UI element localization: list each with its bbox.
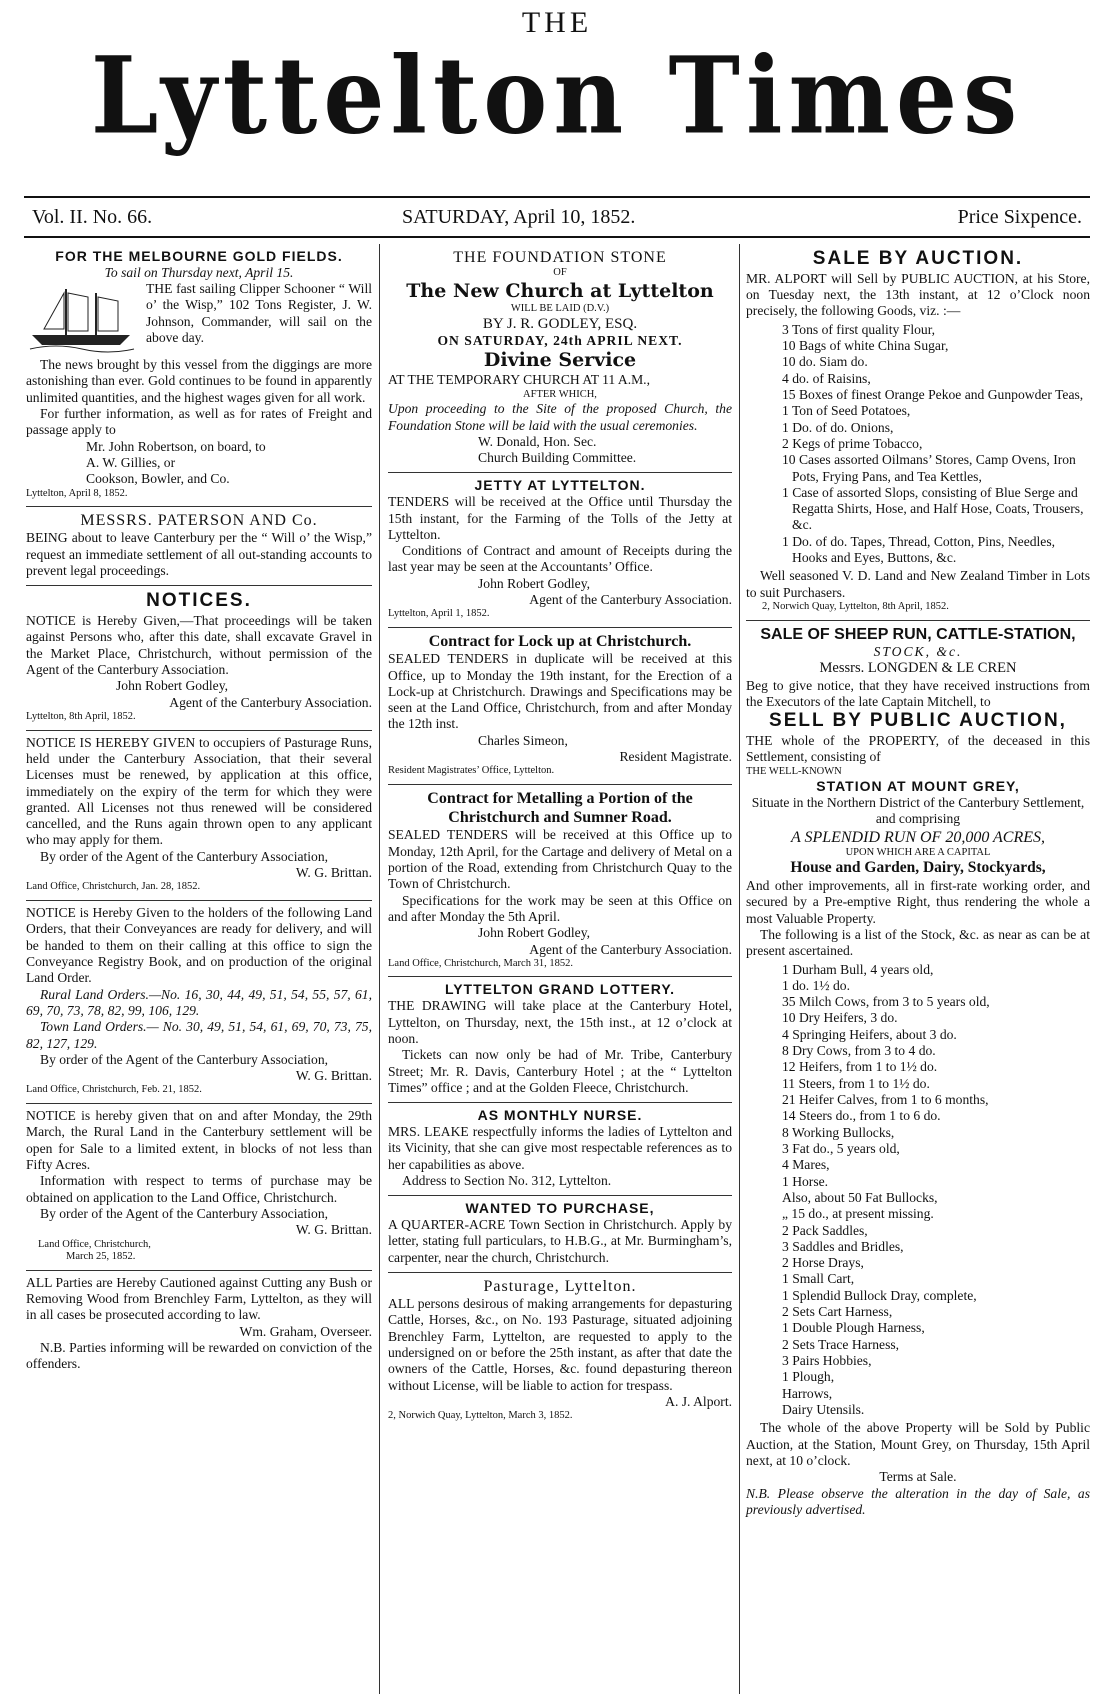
lockup-head: Contract for Lock up at Christchurch. <box>428 633 692 651</box>
notice-3-body: NOTICE is Hereby Given to the holders of the following Land Orders, that their Conveyances are ready for delivery, and will be handed to them on their calling at this office to sign the Conveyance Registry Book, and on production of the original Land Order. <box>26 905 372 986</box>
auction-p2: Well seasoned V. D. Land and New Zealand Timber in Lots to suit Purchasers. <box>746 568 1090 600</box>
stone-of: OF <box>553 267 567 279</box>
nurse-head: AS MONTHLY NURSE. <box>477 1107 643 1124</box>
auction-item: 10 do. Siam do. <box>782 354 868 370</box>
notice-3-p2: By order of the Agent of the Canterbury Association, <box>40 1051 329 1067</box>
run-head: SALE OF SHEEP RUN, CATTLE-STATION, <box>760 625 1076 643</box>
pasturage-head: Pasturage, Lyttelton. <box>483 1277 637 1295</box>
notice-4 <box>26 1104 372 1271</box>
paterson-ad <box>26 507 372 586</box>
lockup-body: SEALED TENDERS in duplicate will be received at this Office, up to Monday the 19th instant, for the Erection of a Lock-up at Christchurch. Drawings and Specifications may be seen at the Land Office, Christchurch, from and after Monday the 12th inst. <box>388 651 732 732</box>
stock-item: 35 Milch Cows, from 3 to 5 years old, <box>782 994 990 1010</box>
metal-body: SEALED TENDERS will be received at this Office up to Monday, 12th April, for the Cartage and delivery of Metal on a portion of the Road, extending from Christchurch Quay to the Town of Christchurch. <box>388 827 732 892</box>
nurse-ad <box>388 1103 732 1196</box>
auction-item: 15 Boxes of finest Orange Pekoe and Gunpowder Teas, <box>782 386 1084 402</box>
notices-block <box>26 586 372 730</box>
run-known: THE WELL-KNOWN <box>746 765 842 777</box>
dateline-rule <box>24 236 1090 238</box>
lockup-ad <box>388 628 732 785</box>
stock-item: 3 Saddles and Bridles, <box>782 1238 904 1254</box>
notice-4-p2: Information with respect to terms of purchase may be obtained on application to the Land Office, Christchurch. <box>26 1173 372 1205</box>
run-p2: THE whole of the PROPERTY, of the deceased in this Settlement, consisting of <box>746 732 1090 765</box>
run-p4: The following is a list of the Stock, &c. as near as can be at present ascertained. <box>746 926 1090 959</box>
stone-laid: WILL BE LAID (D.V.) <box>510 302 610 314</box>
stock-item: 3 Pairs Hobbies, <box>782 1353 872 1369</box>
stone-church: The New Church at Lyttelton <box>406 279 714 302</box>
run-house: House and Garden, Dairy, Stockyards, <box>790 859 1046 877</box>
nurse-body: MRS. LEAKE respectfully informs the ladies of Lyttelton and its Vicinity, that she can give most respectable references as to her capabilities as above. <box>388 1123 732 1172</box>
auction-item: 10 Bags of white China Sugar, <box>782 338 949 354</box>
gold-c2: A. W. Gillies, or <box>86 454 176 470</box>
stock-item: 14 Steers do., from 1 to 6 do. <box>782 1108 941 1124</box>
lottery-head: LYTTELTON GRAND LOTTERY. <box>444 981 676 998</box>
notice-3-town: Town Land Orders.— No. 30, 49, 51, 54, 61, 69, 70, 73, 75, 82, 127, 129. <box>26 1019 372 1051</box>
notice-3-sig: W. G. Brittan. <box>295 1068 372 1084</box>
stock-item: 10 Dry Heifers, 3 do. <box>782 1010 898 1026</box>
foundation-stone-ad <box>388 244 732 473</box>
notice-3-rural: Rural Land Orders.—No. 16, 30, 44, 49, 51, 54, 55, 57, 61, 69, 70, 73, 78, 82, 99, 106, 129. <box>26 986 372 1018</box>
auction-ad <box>746 244 1090 621</box>
run-upon: UPON WHICH ARE A CAPITAL <box>845 846 991 858</box>
run-p3: And other improvements, all in first-rate working order, and secured by a Pre-emptive Right, thus rendering the whole a most Valuable Property. <box>746 877 1090 926</box>
stock-item: 12 Heifers, from 1 to 1½ do. <box>782 1059 938 1075</box>
metal-ad <box>388 785 732 977</box>
stock-item: „ 15 do., at present missing. <box>782 1206 934 1222</box>
lockup-date: Resident Magistrates’ Office, Lyttelton. <box>388 765 555 777</box>
column-divider-1 <box>379 244 380 1694</box>
notice-1-sig2: Agent of the Canterbury Association. <box>169 694 372 710</box>
metal-date: Land Office, Christchurch, March 31, 1852. <box>388 957 573 969</box>
notice-2-p2: By order of the Agent of the Canterbury Association, <box>40 848 329 864</box>
stock-item: Harrows, <box>782 1385 833 1401</box>
stock-items <box>746 962 1090 1419</box>
notice-5-p2: N.B. Parties informing will be rewarded on conviction of the offenders. <box>26 1339 372 1372</box>
column-divider-2 <box>739 244 740 1694</box>
lottery-body: THE DRAWING will take place at the Canterbury Hotel, Lyttelton, on Thursday, next, the 15th inst., at 12 o’clock at noon. <box>388 998 732 1046</box>
auction-items <box>746 322 1090 567</box>
auction-head: SALE BY AUCTION. <box>812 248 1024 269</box>
auction-item: 1 Case of assorted Slops, consisting of Blue Serge and Regatta Shirts, Hose, and Half Hose, Coats, Trousers, &c. <box>782 484 1084 533</box>
notice-5-body: ALL Parties are Hereby Cautioned against Cutting any Bush or Removing Wood from Brenchley Farm, Lyttelton, as they will in all cases be prosecuted according to law. <box>26 1274 372 1323</box>
gold-p2: The news brought by this vessel from the diggings are more astonishing than ever. Gold continues to be found in apparently unlimited quantities, and the highest wages given for all work. <box>26 357 372 405</box>
jetty-body: TENDERS will be received at the Office until Thursday the 15th instant, for the Farming of the Tolls of the Jetty at Lyttelton. <box>388 494 732 542</box>
notice-1-body: NOTICE is Hereby Given,—That proceedings will be taken against Persons who, after this date, shall excavate Gravel in the Market Place, Christchurch, without permission of the Agent of the Canterbury Association. <box>26 613 372 678</box>
run-run: A SPLENDID RUN OF 20,000 ACRES, <box>790 828 1046 846</box>
stone-after: AFTER WHICH, <box>523 388 597 400</box>
volume-number: Vol. II. No. 66. <box>32 206 153 228</box>
stock-item: 2 Sets Cart Harness, <box>782 1304 893 1320</box>
wanted-ad <box>388 1196 732 1273</box>
stock-item: 11 Steers, from 1 to 1½ do. <box>782 1075 930 1091</box>
stock-item: 4 Springing Heifers, about 3 do. <box>782 1026 957 1042</box>
run-situate: Situate in the Northern District of the Canterbury Settlement, and comprising <box>751 794 1085 827</box>
stock-item: 1 do. 1½ do. <box>782 977 850 993</box>
jetty-p2: Conditions of Contract and amount of Receipts during the last year may be seen at the Accountants’ Office. <box>388 543 732 575</box>
sheep-run-ad <box>746 621 1090 1525</box>
stock-item: 21 Heifer Calves, from 1 to 6 months, <box>782 1092 989 1108</box>
gold-fields-ad <box>26 244 372 507</box>
metal-p2: Specifications for the work may be seen at this Office on and after Monday the 5th April. <box>388 892 732 924</box>
pasturage-body: ALL persons desirous of making arrangements for depasturing Cattle, Horses, &c., on No. 193 Pasturage, situated adjoining Brenchley Farm, Lyttelton, are requested to apply to the undersigned on or before the 25th instant, as after that date the owners of the Cattle, Horses, &c. found depasturing thereon without License, will be liable to action for trespass. <box>388 1296 732 1393</box>
run-nb: N.B. Please observe the alteration in the day of Sale, as previously advertised. <box>746 1485 1090 1517</box>
stock-item: Also, about 50 Fat Bullocks, <box>782 1189 938 1205</box>
metal-sig1: John Robert Godley, <box>478 925 591 941</box>
paterson-body: BEING about to leave Canterbury per the “ Will o’ the Wisp,” request an immediate settlement of all out-standing accounts to prevent legal proceedings. <box>26 530 372 579</box>
top-rule <box>24 196 1090 198</box>
jetty-date: Lyttelton, April 1, 1852. <box>388 608 490 620</box>
notice-2 <box>26 731 372 901</box>
auction-item: 4 do. of Raisins, <box>782 370 871 386</box>
pasturage-date: 2, Norwich Quay, Lyttelton, March 3, 1852. <box>388 1410 573 1422</box>
gold-body: THE fast sailing Clipper Schooner “ Will o’ the Wisp,” 102 Tons Register, J. W. Johnson, Commander, will sail on the above day. <box>146 281 372 346</box>
notice-2-date: Land Office, Christchurch, Jan. 28, 1852. <box>26 881 201 893</box>
dateline <box>24 206 1090 234</box>
jetty-sig1: John Robert Godley, <box>478 575 591 591</box>
notices-head: NOTICES. <box>146 590 252 612</box>
stock-item: Dairy Utensils. <box>782 1401 865 1417</box>
run-firm: Messrs. LONGDEN & LE CREN <box>819 660 1017 677</box>
gold-head: FOR THE MELBOURNE GOLD FIELDS. <box>55 248 343 264</box>
jetty-head: JETTY AT LYTTELTON. <box>474 477 646 494</box>
auction-item: 1 Do. of do. Tapes, Thread, Cotton, Pins, Needles, Hooks and Eyes, Buttons, &c. <box>782 533 1056 566</box>
column-1 <box>26 244 372 1379</box>
notice-5-sig: Wm. Graham, Overseer. <box>239 1323 372 1339</box>
run-body: Beg to give notice, that they have received instructions from the Executors of the late Captain Mitchell, to <box>746 677 1090 709</box>
auction-date: 2, Norwich Quay, Lyttelton, 8th April, 1852. <box>762 601 949 613</box>
jetty-sig2: Agent of the Canterbury Association. <box>529 592 732 608</box>
notice-4-sig: W. G. Brittan. <box>295 1222 372 1238</box>
stone-at: AT THE TEMPORARY CHURCH AT 11 A.M., <box>388 372 650 388</box>
lockup-sig2: Resident Magistrate. <box>619 749 732 765</box>
notice-2-body: NOTICE IS HEREBY GIVEN to occupiers of Pasturage Runs, held under the Canterbury Association, that their several Licenses must be renewed, by application at this office, immediately on the expiry of the term for which they were granted. All Licenses not thus renewed will be considered cancelled, and the Runs again thrown open to any applicant who may apply for them. <box>26 734 372 848</box>
pasturage-ad <box>388 1273 732 1429</box>
stone-by: BY J. R. GODLEY, ESQ. <box>482 316 638 333</box>
stock-item: 1 Horse. <box>782 1173 829 1189</box>
stock-item: 1 Durham Bull, 4 years old, <box>782 961 934 977</box>
auction-item: 1 Do. of do. Onions, <box>782 419 894 435</box>
run-terms: Terms at Sale. <box>879 1469 957 1485</box>
stock-item: 1 Plough, <box>782 1369 835 1385</box>
wanted-body: A QUARTER-ACRE Town Section in Christchurch. Apply by letter, stating full particulars, to H.B.G., at Mr. Burmingham’s, carpenter, near the church, Christchurch. <box>388 1216 732 1265</box>
stock-item: 1 Double Plough Harness, <box>782 1320 925 1336</box>
metal-sig2: Agent of the Canterbury Association. <box>529 941 732 957</box>
run-sub: STOCK, &c. <box>873 643 963 659</box>
auction-item: 1 Ton of Seed Potatoes, <box>782 403 911 419</box>
masthead-the: THE <box>521 6 593 39</box>
notice-4-body: NOTICE is hereby given that on and after Monday, the 29th March, the Rural Land in the Canterbury settlement will be open for Sale to a limited extent, in blocks of not less than Fifty Acres. <box>26 1108 372 1172</box>
gold-date: Lyttelton, April 8, 1852. <box>26 487 128 499</box>
run-p5: The whole of the above Property will be Sold by Public Auction, at the Station, Mount Grey, on Thursday, 15th April next, at 10 o’clock. <box>746 1420 1090 1468</box>
run-sell: SELL BY PUBLIC AUCTION, <box>769 710 1067 732</box>
notice-2-sig: W. G. Brittan. <box>295 865 372 881</box>
notice-4-date2: March 25, 1852. <box>66 1251 136 1263</box>
notice-5 <box>26 1271 372 1379</box>
stock-item: 8 Dry Cows, from 3 to 4 do. <box>782 1043 936 1059</box>
stone-sig2: Church Building Committee. <box>478 450 637 466</box>
stock-item: 1 Splendid Bullock Dray, complete, <box>782 1287 977 1303</box>
stone-head: THE FOUNDATION STONE <box>453 249 667 266</box>
notice-4-p3: By order of the Agent of the Canterbury Association, <box>40 1205 329 1221</box>
auction-body: MR. ALPORT will Sell by PUBLIC AUCTION, at his Store, on Tuesday next, the 13th instant, at 12 o’Clock noon precisely, the following Goods, viz. :— <box>746 270 1090 319</box>
metal-head: Contract for Metalling a Portion of the Christchurch and Sumner Road. <box>427 789 693 827</box>
auction-item: 10 Cases assorted Oilmans’ Stores, Camp Ovens, Iron Pots, Frying Pans, and Tea Kettles, <box>782 452 1076 484</box>
stock-item: 8 Working Bullocks, <box>782 1124 895 1140</box>
issue-date: SATURDAY, April 10, 1852. <box>402 206 636 228</box>
notice-1-date: Lyttelton, 8th April, 1852. <box>26 711 136 722</box>
nurse-p2: Address to Section No. 312, Lyttelton. <box>402 1172 612 1188</box>
lottery-ad <box>388 977 732 1103</box>
auction-item: 3 Tons of first quality Flour, <box>782 321 936 337</box>
run-station: STATION AT MOUNT GREY, <box>816 778 1020 795</box>
stone-on: ON SATURDAY, 24th APRIL NEXT. <box>437 333 683 349</box>
paterson-head: MESSRS. PATERSON AND Co. <box>80 512 318 530</box>
wanted-head: WANTED TO PURCHASE, <box>465 1200 655 1217</box>
gold-sub: To sail on Thursday next, April 15. <box>104 264 294 280</box>
masthead-title: Lyttelton Times <box>90 33 1024 158</box>
gold-p3: For further information, as well as for rates of Freight and passage apply to <box>26 406 372 438</box>
notice-3 <box>26 901 372 1104</box>
stock-item: 2 Pack Saddles, <box>782 1222 868 1238</box>
stone-upon: Upon proceeding to the Site of the proposed Church, the Foundation Stone will be laid with the usual ceremonies. <box>388 401 732 433</box>
stone-sig1: W. Donald, Hon. Sec. <box>478 433 597 449</box>
pasturage-sig: A. J. Alport. <box>665 1393 732 1409</box>
notice-4-date1: Land Office, Christchurch, <box>38 1238 151 1250</box>
stock-item: 4 Mares, <box>782 1157 830 1173</box>
stock-item: 2 Horse Drays, <box>782 1255 864 1271</box>
column-3 <box>746 244 1090 1524</box>
jetty-ad <box>388 473 732 628</box>
stock-item: 1 Small Cart, <box>782 1271 855 1287</box>
notice-3-date: Land Office, Christchurch, Feb. 21, 1852. <box>26 1084 202 1096</box>
lottery-p2: Tickets can now only be had of Mr. Tribe, Canterbury Street; Mr. R. Davis, Canterbury Hotel ; at the “ Lyttelton Times” office ; and at the Golden Fleece, Christchurch. <box>388 1047 732 1095</box>
stock-item: 2 Sets Trace Harness, <box>782 1336 900 1352</box>
notice-1-sig: John Robert Godley, <box>116 678 229 694</box>
stone-service: Divine Service <box>483 349 637 372</box>
auction-item: 2 Kegs of prime Tobacco, <box>782 435 923 451</box>
gold-c3: Cookson, Bowler, and Co. <box>86 471 230 487</box>
stock-item: 3 Fat do., 5 years old, <box>782 1140 900 1156</box>
ship-illustration-icon <box>26 283 138 355</box>
lockup-sig1: Charles Simeon, <box>478 732 568 748</box>
price: Price Sixpence. <box>957 206 1082 228</box>
gold-c1: Mr. John Robertson, on board, to <box>86 438 266 454</box>
column-2 <box>388 244 732 1429</box>
